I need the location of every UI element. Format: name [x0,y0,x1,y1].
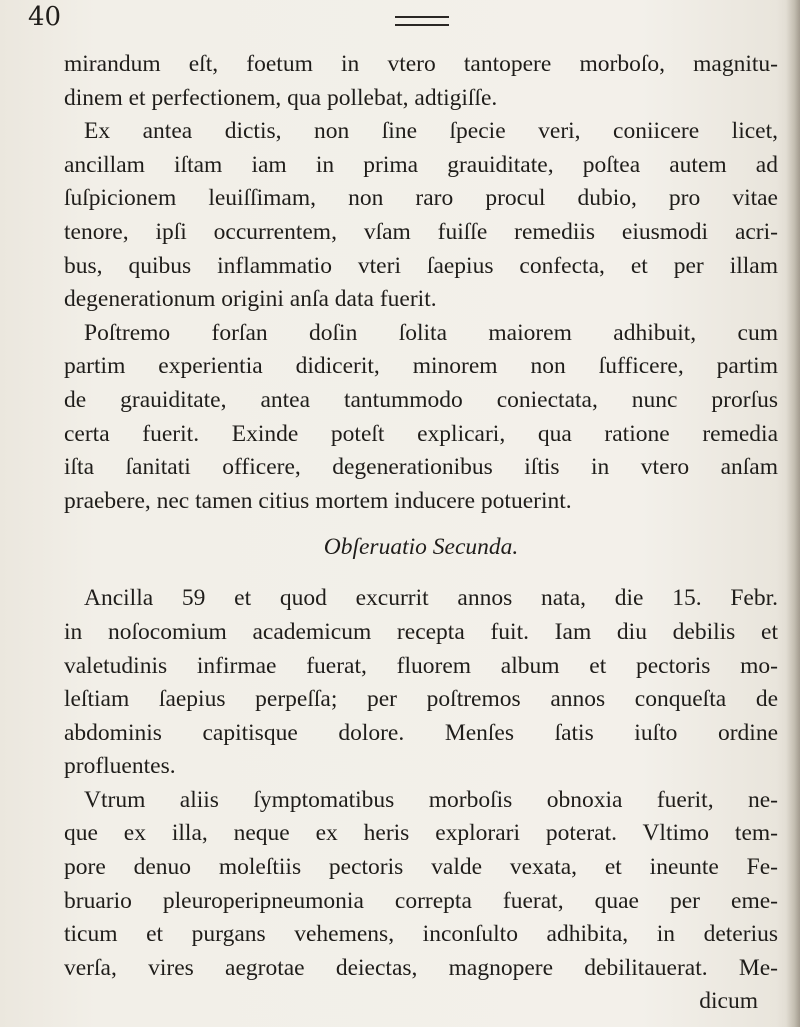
text-line: in noſocomium academicum recepta fuit. Iam diu debilis et [64,618,778,645]
text-line: degenerationum origini anſa data fuerit. [64,286,437,313]
text-line: abdominis capitisque dolore. Menſes ſatis iuſto ordine [64,719,778,746]
text-line: pore denuo moleſtiis pectoris valde vexata, et ineunte Fe- [64,854,778,881]
text-line: certa fuerit. Exinde poteſt explicari, qua ratione remedia [64,420,778,447]
text-line: que ex illa, neque ex heris explorari poterat. Vltimo tem- [64,820,778,847]
body-text [64,48,778,1019]
text-line: bus, quibus inflammatio vteri ſaepius confecta, et per illam [64,252,778,279]
text-line: Ex antea dictis, non ſine ſpecie veri, coniicere licet, [84,118,778,145]
text-line: partim experientia didicerit, minorem non ſufficere, partim [64,353,778,380]
page-gutter-shadow [786,0,800,1027]
text-line: iſta ſanitati officere, degenerationibus iſtis in vtero anſam [64,454,778,481]
text-line: ticum et purgans vehemens, inconſulto adhibita, in deterius [64,921,778,948]
text-line: Vtrum aliis ſymptomatibus morboſis obnoxia fuerit, ne- [84,786,778,813]
text-line: verſa, vires aegrotae deiectas, magnopere debilitauerat. Me- [64,954,778,981]
text-line: praebere, nec tamen citius mortem inducere potuerint. [64,487,572,514]
page-number: 40 [28,2,62,32]
section-heading: Obſeruatio Secunda. [323,534,519,561]
text-line: Ancilla 59 et quod excurrit annos nata, die 15. Febr. [84,585,778,612]
catchword: dicum [699,988,758,1015]
text-line: Poſtremo forſan doſin ſolita maiorem adhibuit, cum [84,319,778,346]
text-line: bruario pleuroperipneumonia correpta fuerat, quae per eme- [64,887,778,914]
text-line: dinem et perfectionem, qua pollebat, adtigiſſe. [64,84,498,111]
heading-spacer [64,568,778,582]
text-line: valetudinis infirmae fuerat, fluorem album et pectoris mo- [64,652,778,679]
text-line: profluentes. [64,753,176,780]
text-line: mirandum eſt, foetum in vtero tantopere morboſo, magnitu- [64,51,778,77]
header-double-rule [395,16,449,26]
text-line: ſuſpicionem leuiſſimam, non raro procul dubio, pro vitae [64,185,778,212]
text-line: ancillam iſtam iam in prima grauiditate, poſtea autem ad [64,151,778,178]
text-line: de grauiditate, antea tantummodo coniectata, nunc prorſus [64,386,778,413]
text-line: leſtiam ſaepius perpeſſa; per poſtremos annos conqueſta de [64,686,778,713]
text-line: tenore, ipſi occurrentem, vſam fuiſſe remediis eiusmodi acri- [64,218,778,245]
